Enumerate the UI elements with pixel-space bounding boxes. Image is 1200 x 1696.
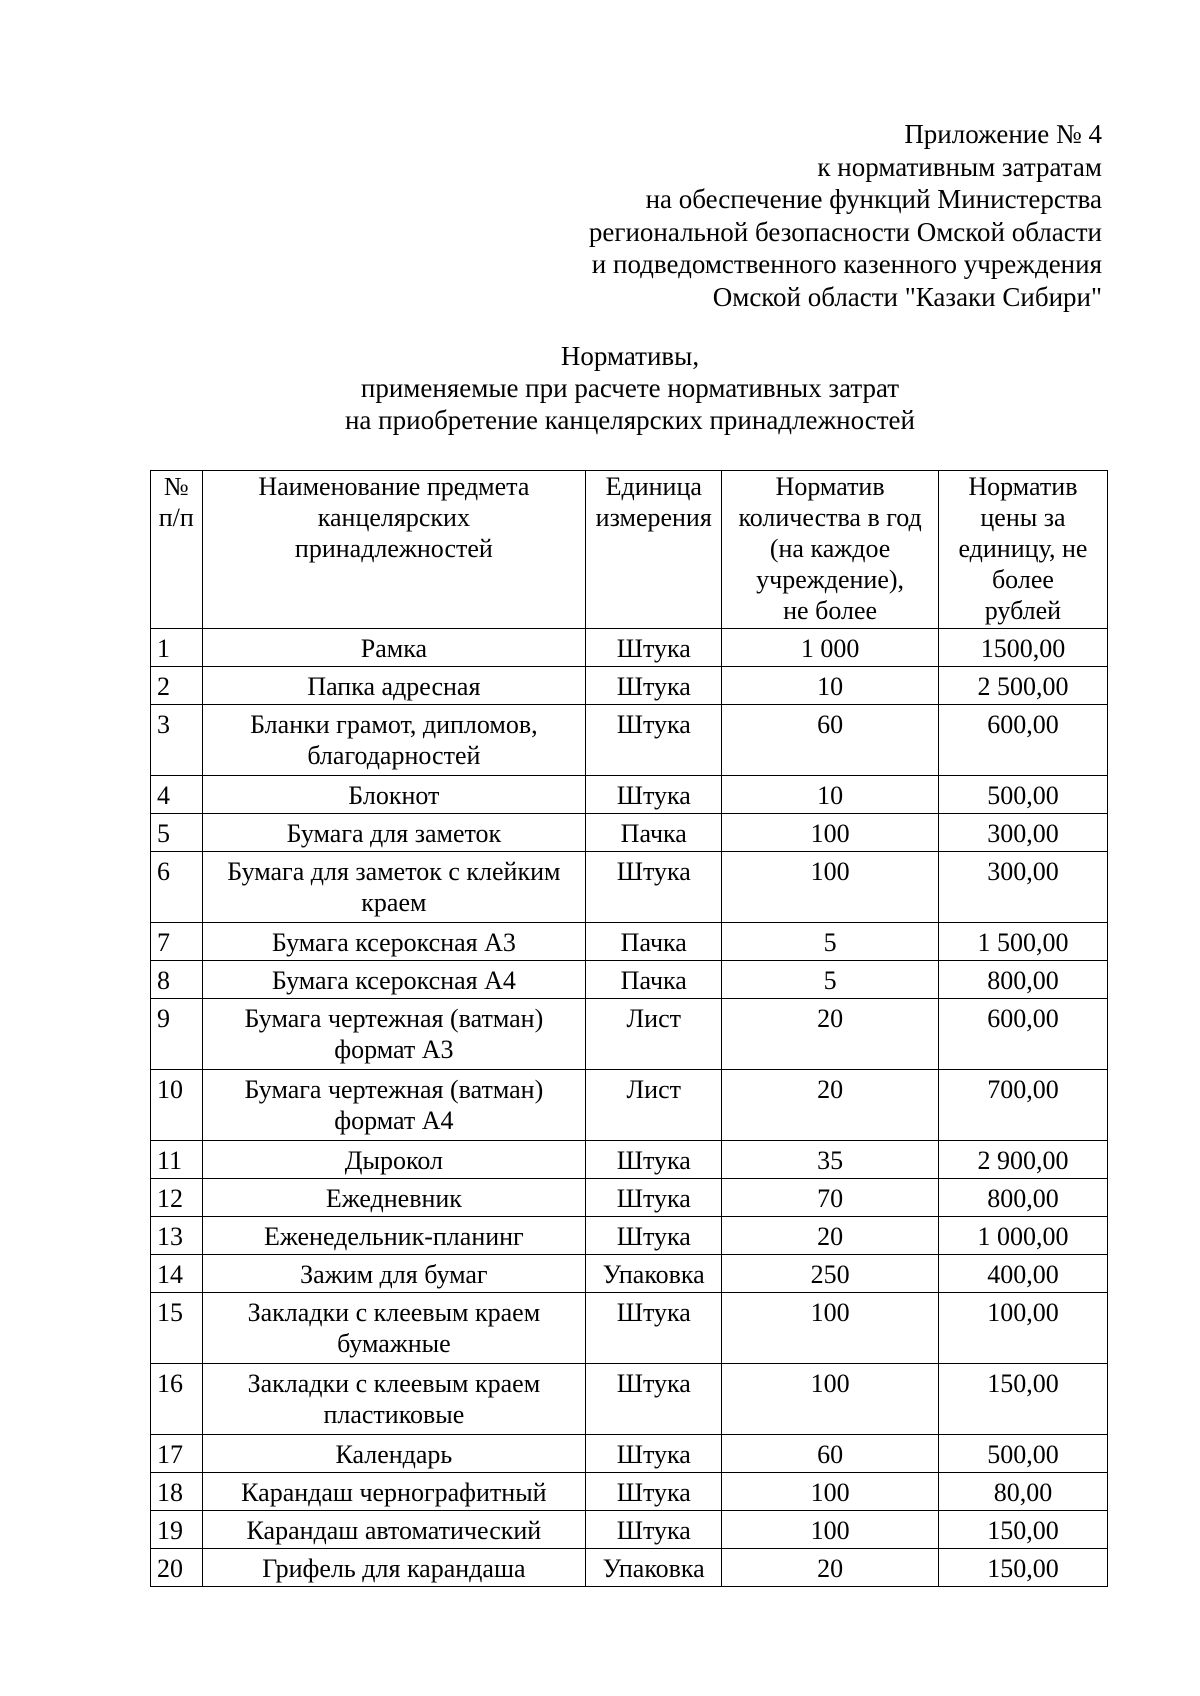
cell-item-name: Бумага для заметок: [202, 814, 586, 852]
norms-table: [150, 470, 1108, 1587]
cell-unit: Штука: [586, 1217, 722, 1255]
cell-unit: Штука: [586, 629, 722, 667]
table-row: [151, 923, 1108, 961]
cell-item-name: Карандаш чернографитный: [202, 1473, 586, 1511]
table-row: [151, 776, 1108, 814]
document-title: [0, 340, 1200, 436]
cell-item-name: Карандаш автоматический: [202, 1511, 586, 1549]
cell-number: 8: [151, 961, 203, 999]
table-row: [151, 999, 1108, 1070]
cell-number: 15: [151, 1293, 203, 1364]
table-row: [151, 629, 1108, 667]
column-header-unit: Единица измерения: [586, 471, 722, 629]
cell-item-name: Папка адресная: [202, 667, 586, 705]
cell-item-name: Блокнот: [202, 776, 586, 814]
cell-number: 17: [151, 1435, 203, 1473]
title-line: Нормативы,: [560, 341, 700, 371]
cell-unit: Пачка: [586, 814, 722, 852]
cell-price: 300,00: [938, 814, 1107, 852]
appendix-header: [502, 118, 1102, 313]
cell-price: 500,00: [938, 776, 1107, 814]
appendix-line: на обеспечение функций Министерства: [645, 184, 1102, 214]
cell-unit: Пачка: [586, 961, 722, 999]
cell-number: 4: [151, 776, 203, 814]
cell-price: 300,00: [938, 852, 1107, 923]
appendix-line: к нормативным затратам: [817, 151, 1102, 182]
cell-price: 80,00: [938, 1473, 1107, 1511]
cell-unit: Штука: [586, 852, 722, 923]
cell-price: 800,00: [938, 961, 1107, 999]
column-header-price-norm: Норматив цены за единицу, не более рублей: [938, 471, 1107, 629]
cell-item-name: Бумага чертежная (ватман) формат А3: [202, 999, 586, 1070]
cell-price: 400,00: [938, 1255, 1107, 1293]
cell-item-name: Бумага чертежная (ватман) формат А4: [202, 1070, 586, 1141]
cell-item-name: Еженедельник-планинг: [202, 1217, 586, 1255]
cell-quantity: 5: [722, 961, 939, 999]
cell-price: 2 500,00: [938, 667, 1107, 705]
table-row: [151, 1293, 1108, 1364]
table-row: [151, 814, 1108, 852]
cell-number: 2: [151, 667, 203, 705]
cell-quantity: 100: [722, 1293, 939, 1364]
cell-quantity: 20: [722, 1549, 939, 1587]
table-row: [151, 667, 1108, 705]
table-row: [151, 1255, 1108, 1293]
table-row: [151, 1364, 1108, 1435]
cell-unit: Упаковка: [586, 1549, 722, 1587]
table-row: [151, 1549, 1108, 1587]
appendix-line: Омской области "Казаки Сибири": [712, 281, 1102, 312]
cell-unit: Штука: [586, 1473, 722, 1511]
cell-unit: Штука: [586, 1179, 722, 1217]
appendix-line: Приложение № 4: [904, 119, 1102, 149]
cell-quantity: 250: [722, 1255, 939, 1293]
cell-item-name: Ежедневник: [202, 1179, 586, 1217]
cell-number: 16: [151, 1364, 203, 1435]
table-row: [151, 1070, 1108, 1141]
cell-unit: Штука: [586, 705, 722, 776]
cell-number: 10: [151, 1070, 203, 1141]
cell-unit: Пачка: [586, 923, 722, 961]
cell-quantity: 20: [722, 999, 939, 1070]
cell-quantity: 1 000: [722, 629, 939, 667]
cell-quantity: 70: [722, 1179, 939, 1217]
cell-number: 3: [151, 705, 203, 776]
cell-quantity: 60: [722, 705, 939, 776]
cell-price: 800,00: [938, 1179, 1107, 1217]
cell-price: 2 900,00: [938, 1141, 1107, 1179]
cell-quantity: 35: [722, 1141, 939, 1179]
cell-unit: Лист: [586, 999, 722, 1070]
cell-item-name: Закладки с клеевым краем пластиковые: [202, 1364, 586, 1435]
cell-unit: Штука: [586, 776, 722, 814]
cell-price: 150,00: [938, 1511, 1107, 1549]
cell-number: 12: [151, 1179, 203, 1217]
cell-item-name: Зажим для бумаг: [202, 1255, 586, 1293]
column-header-number: № п/п: [151, 471, 203, 629]
cell-number: 20: [151, 1549, 203, 1587]
cell-number: 1: [151, 629, 203, 667]
cell-quantity: 10: [722, 776, 939, 814]
cell-quantity: 60: [722, 1435, 939, 1473]
cell-price: 700,00: [938, 1070, 1107, 1141]
table-row: [151, 852, 1108, 923]
title-line: на приобретение канцелярских принадлежностей: [344, 405, 915, 435]
cell-quantity: 10: [722, 667, 939, 705]
cell-unit: Штука: [586, 1511, 722, 1549]
cell-price: 1 000,00: [938, 1217, 1107, 1255]
cell-number: 19: [151, 1511, 203, 1549]
cell-unit: Штука: [586, 1141, 722, 1179]
cell-quantity: 100: [722, 852, 939, 923]
cell-unit: Лист: [586, 1070, 722, 1141]
table-row: [151, 1473, 1108, 1511]
cell-quantity: 100: [722, 1364, 939, 1435]
table-row: [151, 961, 1108, 999]
title-line: применяемые при расчете нормативных затрат: [360, 373, 900, 403]
cell-item-name: Дырокол: [202, 1141, 586, 1179]
table-row: [151, 1141, 1108, 1179]
cell-quantity: 5: [722, 923, 939, 961]
table-row: [151, 1511, 1108, 1549]
cell-item-name: Бланки грамот, дипломов, благодарностей: [202, 705, 586, 776]
cell-unit: Упаковка: [586, 1255, 722, 1293]
cell-quantity: 20: [722, 1070, 939, 1141]
appendix-line: и подведомственного казенного учреждения: [591, 249, 1102, 279]
table-row: [151, 1179, 1108, 1217]
cell-item-name: Бумага ксероксная А4: [202, 961, 586, 999]
cell-number: 18: [151, 1473, 203, 1511]
cell-quantity: 20: [722, 1217, 939, 1255]
cell-number: 5: [151, 814, 203, 852]
cell-number: 14: [151, 1255, 203, 1293]
cell-price: 150,00: [938, 1549, 1107, 1587]
column-header-item-name: Наименование предмета канцелярских принадлежностей: [202, 471, 586, 629]
cell-price: 1500,00: [938, 629, 1107, 667]
cell-quantity: 100: [722, 1473, 939, 1511]
cell-price: 500,00: [938, 1435, 1107, 1473]
column-header-quantity-norm: Норматив количества в год (на каждое учреждение), не более: [722, 471, 939, 629]
cell-number: 7: [151, 923, 203, 961]
cell-price: 600,00: [938, 999, 1107, 1070]
cell-unit: Штука: [586, 1293, 722, 1364]
cell-number: 6: [151, 852, 203, 923]
cell-item-name: Грифель для карандаша: [202, 1549, 586, 1587]
cell-price: 1 500,00: [938, 923, 1107, 961]
cell-number: 9: [151, 999, 203, 1070]
cell-quantity: 100: [722, 1511, 939, 1549]
cell-unit: Штука: [586, 667, 722, 705]
cell-item-name: Закладки с клеевым краем бумажные: [202, 1293, 586, 1364]
table-row: [151, 1435, 1108, 1473]
cell-number: 13: [151, 1217, 203, 1255]
cell-unit: Штука: [586, 1364, 722, 1435]
appendix-line: региональной безопасности Омской области: [588, 216, 1102, 247]
table-header-row: [151, 471, 1108, 629]
cell-price: 600,00: [938, 705, 1107, 776]
cell-quantity: 100: [722, 814, 939, 852]
cell-item-name: Бумага ксероксная А3: [202, 923, 586, 961]
cell-number: 11: [151, 1141, 203, 1179]
cell-unit: Штука: [586, 1435, 722, 1473]
table-row: [151, 705, 1108, 776]
cell-price: 150,00: [938, 1364, 1107, 1435]
cell-item-name: Бумага для заметок с клейким краем: [202, 852, 586, 923]
cell-item-name: Календарь: [202, 1435, 586, 1473]
cell-item-name: Рамка: [202, 629, 586, 667]
cell-price: 100,00: [938, 1293, 1107, 1364]
table-row: [151, 1217, 1108, 1255]
